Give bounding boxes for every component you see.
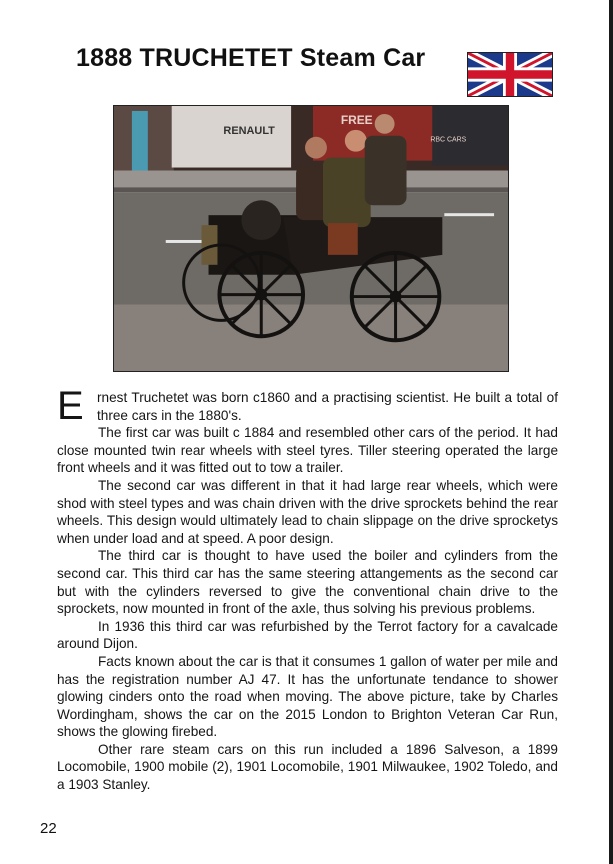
article-paragraph-4: The third car is thought to have used the boiler and cylinders from the second car. This third car has the same steering attangements as the second car but with the cylinders reversed to give the conventional chain drive to the sprockets, now mounted in front of the axle, thus solving his previous problems. xyxy=(57,548,558,617)
union-jack-flag-icon xyxy=(467,52,553,97)
article-paragraph-2: The first car was built c 1884 and resembled other cars of the period. It had close mounted twin rear wheels with steel tyres. Tiller steering operated the large front wheels and it was fitted out to tow a trailer. xyxy=(57,425,558,476)
page-number: 22 xyxy=(40,820,57,837)
cars-sign-text: RBC CARS xyxy=(430,136,467,144)
page-edge-shadow xyxy=(609,0,613,864)
article-paragraph-5: In 1936 this third car was refurbished by the Terrot factory for a cavalcade around Dijon. xyxy=(57,618,558,652)
article-paragraph-7: Other rare steam cars on this run included a 1896 Salveson, a 1899 Locomobile, 1900 mobile (2), 1901 Locomobile, 1901 Milwaukee, 1902 Toledo, and a 1903 Stanley. xyxy=(57,741,558,793)
article-paragraph-1 xyxy=(57,384,558,428)
article-paragraph-3: The second car was different in that it had large rear wheels, which were shod with steel types and was chain driven with the drive sprockets behind the rear wheels. This design would ultimately lead to chain slippage on the drive sprocketys when under load and at speed. A poor design. xyxy=(57,477,558,546)
steam-car-photo xyxy=(113,105,509,372)
page-title: 1888 TRUCHETET Steam Car xyxy=(76,44,426,72)
dropcap-letter: E xyxy=(57,384,84,428)
article-paragraph-1-text: rnest Truchetet was born c1860 and a practising scientist. He built a total of three cars in the 1880's. xyxy=(97,390,558,423)
article-paragraph-6: Facts known about the car is that it consumes 1 gallon of water per mile and has the registration number AJ 47. It has the unfortunate tendance to shower glowing cinders onto the road when moving. The above picture, take by Charles Wordingham, shows the car on the 2015 London to Brighton Veteran Car Run, shows the glowing firebed. xyxy=(57,653,558,740)
free-sign-text: FREE xyxy=(340,112,373,127)
article-body xyxy=(57,384,558,794)
renault-sign-text: RENAULT xyxy=(223,124,275,137)
